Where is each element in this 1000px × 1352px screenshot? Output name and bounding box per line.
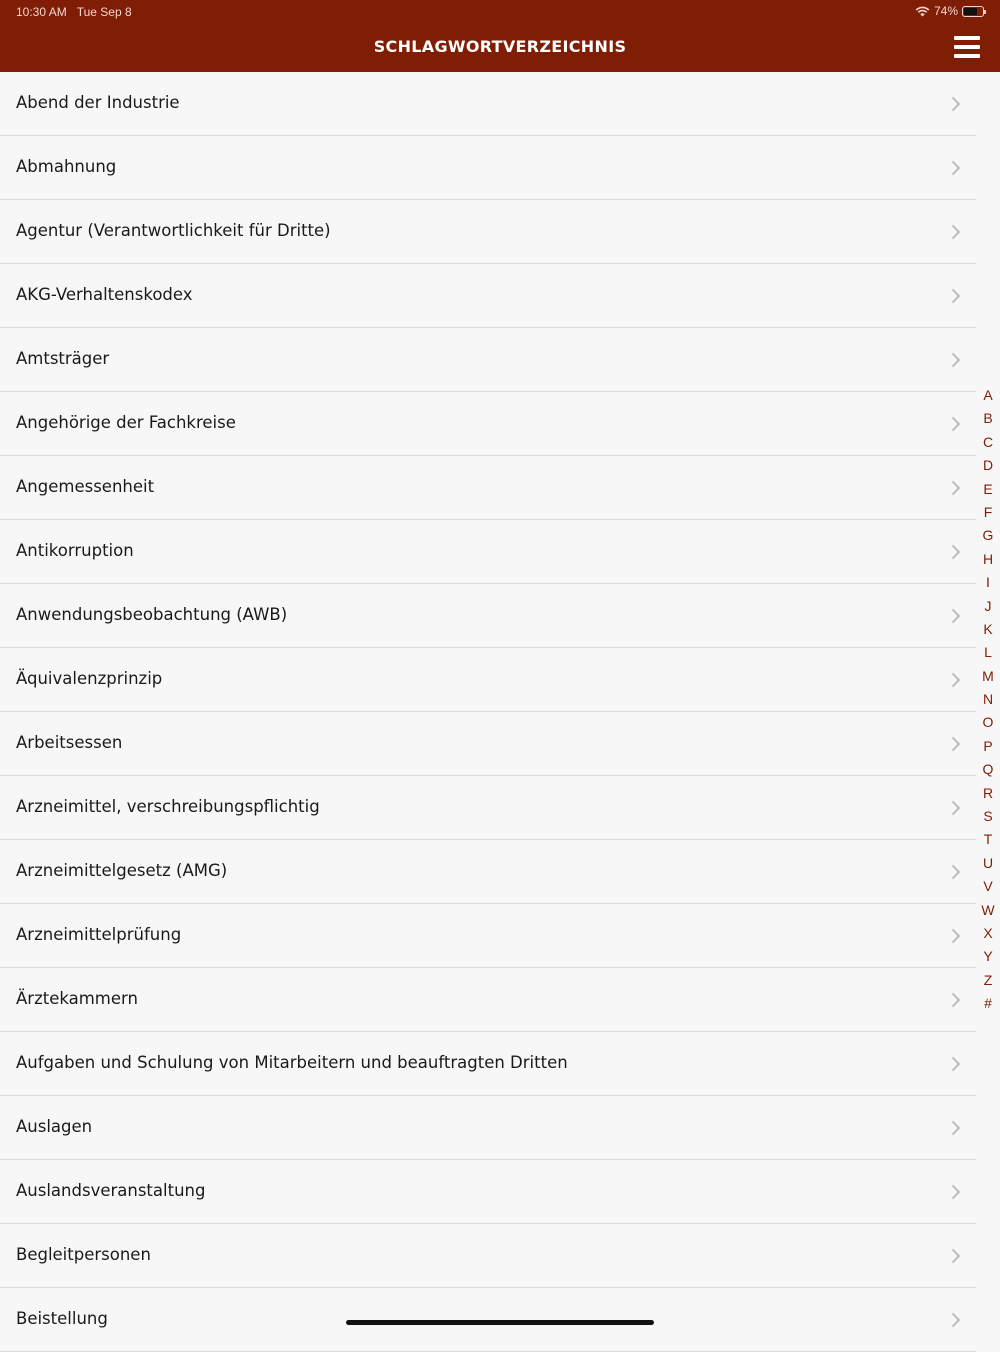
list-item-label: Amtsträger [16,349,110,368]
status-right [915,4,984,18]
list-item-label: Antikorruption [16,541,134,560]
list-item-label: Begleitpersonen [16,1245,151,1264]
list-item-label: Angemessenheit [16,477,155,496]
chevron-right-icon [950,928,962,944]
index-letter[interactable]: B [983,410,993,427]
chevron-right-icon [950,96,962,112]
list-item-label: Arzneimittelgesetz (AMG) [16,861,228,880]
chevron-right-icon [950,1056,962,1072]
list-item[interactable] [0,1032,976,1096]
list-item-label: Arzneimittel, verschreibungspflichtig [16,797,320,816]
chevron-right-icon [950,992,962,1008]
index-letter[interactable]: N [982,691,994,708]
alphabet-index[interactable] [976,384,1000,1016]
list-item-label: AKG-Verhaltenskodex [16,285,193,304]
list-item[interactable] [0,840,976,904]
list-item-label: Agentur (Verantwortlichkeit für Dritte) [16,221,331,240]
list-item[interactable] [0,1160,976,1224]
chevron-right-icon [950,224,962,240]
list-item-label: Abmahnung [16,157,117,176]
chevron-right-icon [950,1184,962,1200]
list-item[interactable] [0,776,976,840]
status-time: 10:30 AM Tue Sep 8 [16,5,132,19]
chevron-right-icon [950,416,962,432]
chevron-right-icon [950,800,962,816]
list-item[interactable] [0,1096,976,1160]
status-date: Tue Sep 8 [76,5,132,19]
list-item[interactable] [0,264,976,328]
index-letter[interactable]: Y [983,948,993,965]
list-item[interactable] [0,584,976,648]
index-letter[interactable]: # [984,995,992,1012]
index-letter[interactable]: X [983,924,993,941]
wifi-icon [915,6,930,17]
chevron-right-icon [950,864,962,880]
battery-icon [962,6,984,17]
list-item-label: Aufgaben und Schulung von Mitarbeitern und beauftragten Dritten [16,1053,568,1072]
list-item[interactable] [0,648,976,712]
list-item-label: Äquivalenzprinzip [16,669,163,688]
chevron-right-icon [950,480,962,496]
list-item-label: Anwendungsbeobachtung (AWB) [16,605,288,624]
index-letter[interactable]: U [982,854,994,871]
chevron-right-icon [950,1312,962,1328]
index-letter[interactable]: D [982,457,994,474]
index-letter[interactable]: M [982,667,994,684]
hamburger-menu-icon[interactable] [954,36,980,58]
list-item[interactable] [0,520,976,584]
chevron-right-icon [950,736,962,752]
page-title: SCHLAGWORTVERZEICHNIS [373,37,627,56]
home-indicator[interactable] [346,1320,654,1325]
index-letter[interactable]: J [984,597,992,614]
navigation-bar [0,22,1000,72]
list-item-label: Angehörige der Fachkreise [16,413,236,432]
list-item[interactable] [0,200,976,264]
index-letter[interactable]: K [983,620,993,637]
list-item-label: Arbeitsessen [16,733,123,752]
list-item-label: Arzneimittelprüfung [16,925,182,944]
list-item[interactable] [0,72,976,136]
chevron-right-icon [950,352,962,368]
list-item[interactable] [0,968,976,1032]
index-letter[interactable]: O [982,714,994,731]
list-item[interactable] [0,392,976,456]
list-item-label: Beistellung [16,1309,108,1328]
list-item[interactable] [0,328,976,392]
index-letter[interactable]: A [983,387,993,403]
index-letter[interactable]: G [982,527,994,544]
list-item-label: Ärztekammern [16,989,138,1008]
index-letter[interactable]: S [983,808,993,825]
index-letter[interactable]: I [986,574,990,591]
chevron-right-icon [950,160,962,176]
list-item-label: Auslagen [16,1117,93,1136]
chevron-right-icon [950,544,962,560]
index-letter[interactable]: R [982,784,994,801]
index-letter[interactable]: V [983,878,993,895]
list-item[interactable] [0,904,976,968]
index-letter[interactable]: F [983,503,993,520]
index-letter[interactable]: W [981,901,995,918]
chevron-right-icon [950,1248,962,1264]
list-item[interactable] [0,136,976,200]
list-item-label: Abend der Industrie [16,93,180,112]
index-letter[interactable]: L [984,644,992,661]
index-letter[interactable]: E [983,480,993,497]
index-letter[interactable]: T [983,831,993,848]
index-letter[interactable]: H [982,550,994,567]
list-item[interactable] [0,1224,976,1288]
chevron-right-icon [950,288,962,304]
index-letter[interactable]: P [983,737,993,754]
list-item[interactable] [0,456,976,520]
battery-percent: 74% [933,4,958,18]
chevron-right-icon [950,1120,962,1136]
index-letter[interactable]: Q [982,761,994,778]
list-item-label: Auslandsveranstaltung [16,1181,206,1200]
keyword-list [0,72,976,1352]
list-item[interactable] [0,712,976,776]
chevron-right-icon [950,608,962,624]
index-letter[interactable]: C [982,433,994,450]
index-letter[interactable]: Z [983,971,993,988]
status-bar [0,0,1000,22]
chevron-right-icon [950,672,962,688]
